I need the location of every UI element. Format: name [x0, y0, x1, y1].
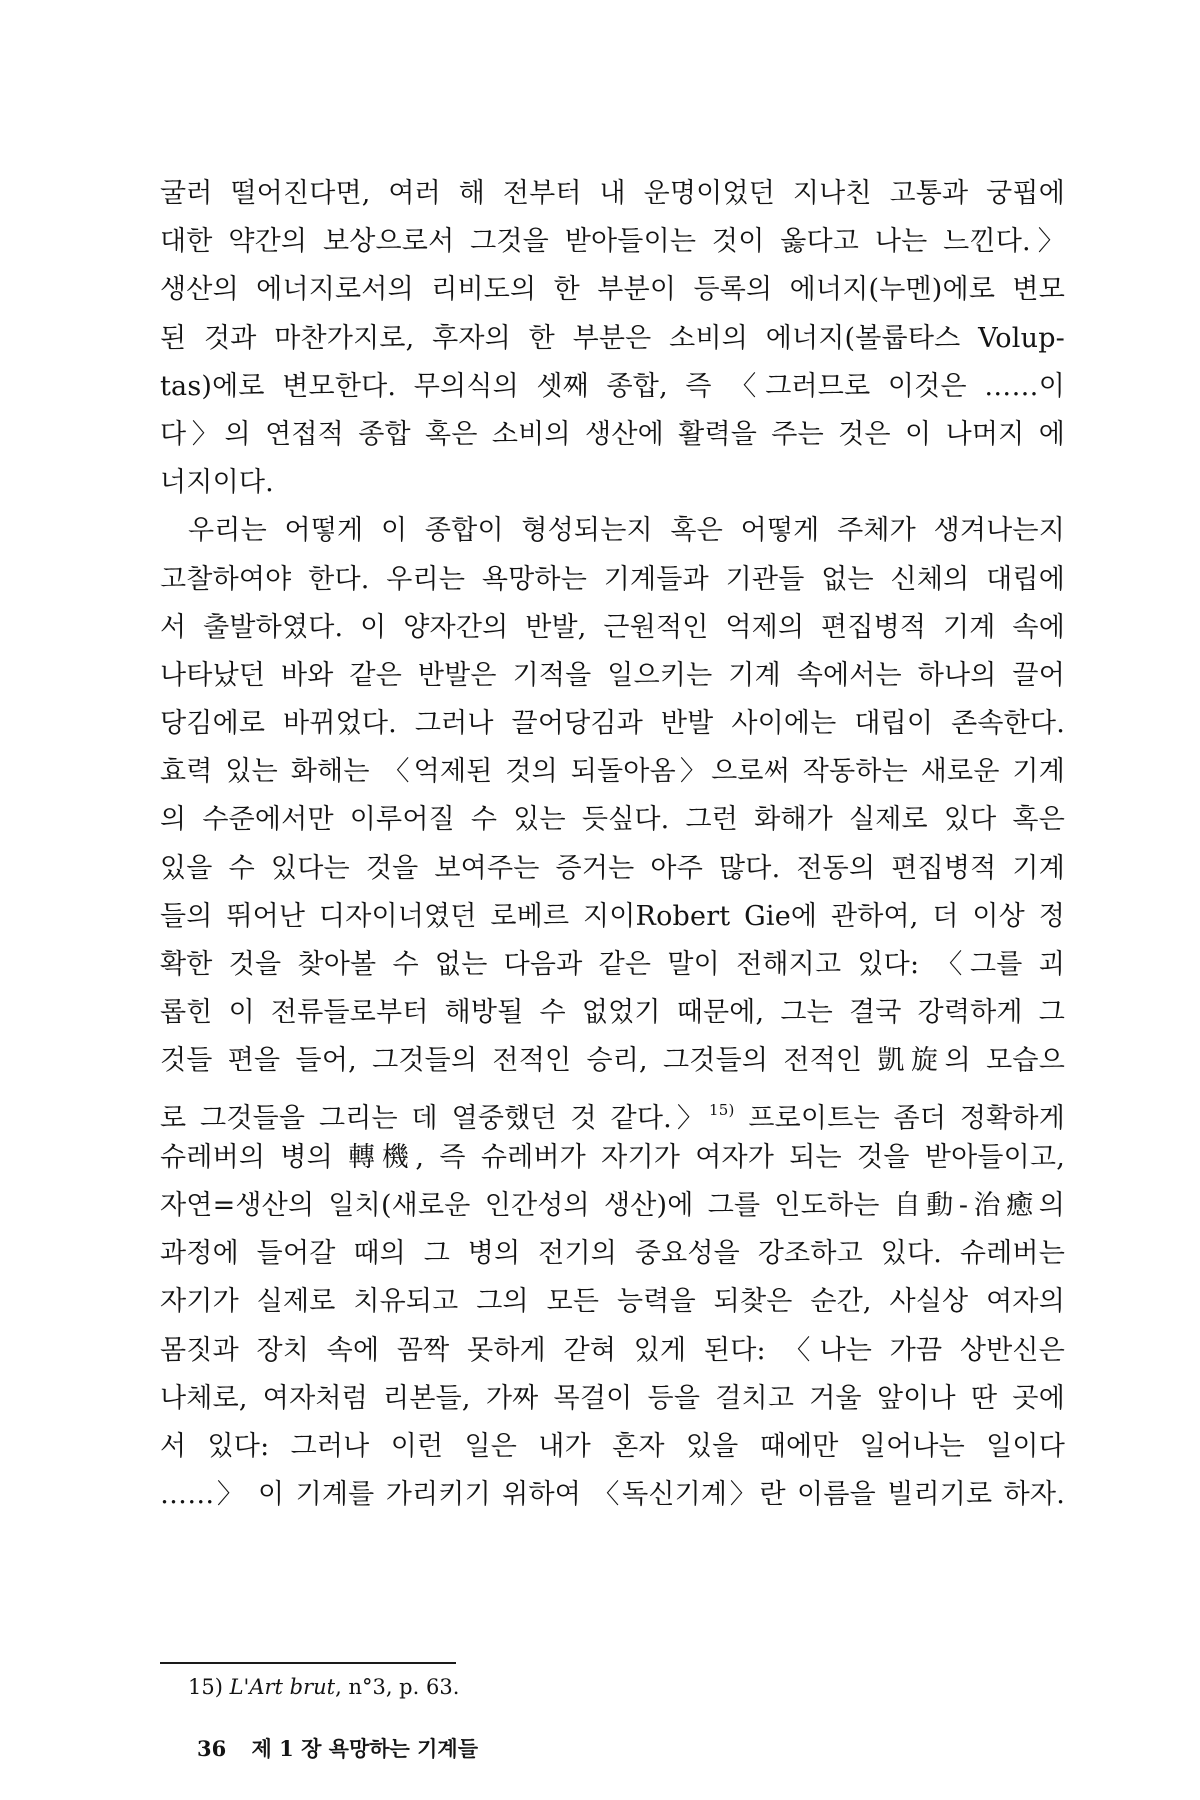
text-line: 과정에 들어갈 때의 그 병의 전기의 중요성을 강조하고 있다. 슈레버는 — [160, 1238, 1065, 1270]
text-line: 나체로, 여자처럼 리본들, 가짜 목걸이 등을 걸치고 거울 앞이나 딴 곳에 — [160, 1382, 1065, 1414]
footnote-reference: 15) — [709, 1100, 735, 1119]
footnote — [188, 1672, 459, 1702]
text-line: 서 출발하였다. 이 양자간의 반발, 근원적인 억제의 편집병적 기계 속에 — [160, 611, 1065, 643]
footnote-rule — [160, 1662, 456, 1664]
text-line: 된 것과 마찬가지로, 후자의 한 부분은 소비의 에너지(볼룹타스 Volup- — [160, 322, 1065, 354]
footnote-citation: , n°3, p. 63. — [335, 1675, 460, 1699]
line-text: 로 그것들을 그리는 데 열중했던 것 같다.〉 — [160, 1102, 710, 1134]
text-line: 자연=생산의 일치(새로운 인간성의 생산)에 그를 인도하는 自動-治癒의 — [160, 1189, 1065, 1221]
body-text — [160, 170, 1065, 1519]
text-line: 서 있다: 그러나 이런 일은 내가 혼자 있을 때에만 일어나는 일이다 — [160, 1430, 1065, 1462]
text-line: 다〉의 연접적 종합 혹은 소비의 생산에 활력을 주는 것은 이 나머지 에 — [160, 418, 1065, 450]
text-line: tas)에로 변모한다. 무의식의 셋째 종합, 즉 〈그러므로 이것은 ……이 — [160, 370, 1065, 402]
line-text-tail: 프로이트는 좀더 정확하게 — [734, 1102, 1065, 1134]
text-line: 것들 편을 들어, 그것들의 전적인 승리, 그것들의 전적인 凱旋의 모습으 — [160, 1045, 1065, 1077]
text-line: 의 수준에서만 이루어질 수 있는 듯싶다. 그런 화해가 실제로 있다 혹은 — [160, 804, 1065, 836]
running-chapter-title: 제 1 장 욕망하는 기계들 — [251, 1736, 478, 1761]
footnote-title: L'Art brut — [229, 1675, 336, 1699]
text-line-with-footnote — [160, 1086, 1065, 1134]
text-line: 너지이다. — [160, 467, 274, 499]
footnote-number: 15) — [188, 1675, 223, 1699]
paragraph-start-line: 우리는 어떻게 이 종합이 형성되는지 혹은 어떻게 주체가 생겨나는지 — [188, 515, 1065, 547]
text-line: 효력 있는 화해는 〈억제된 것의 되돌아옴〉으로써 작동하는 새로운 기계 — [160, 756, 1065, 788]
text-line: 자기가 실제로 치유되고 그의 모든 능력을 되찾은 순간, 사실상 여자의 — [160, 1286, 1065, 1318]
text-line: 롭힌 이 전류들로부터 해방될 수 없었기 때문에, 그는 결국 강력하게 그 — [160, 997, 1065, 1029]
text-line: 확한 것을 찾아볼 수 없는 다음과 같은 말이 전해지고 있다: 〈그를 괴 — [160, 949, 1065, 980]
text-line: 들의 뛰어난 디자이너였던 로베르 지이Robert Gie에 관하여, 더 이상 정 — [160, 900, 1065, 932]
text-line: ……〉 이 기계를 가리키기 위하여 〈독신기계〉란 이름을 빌리기로 하자. — [160, 1479, 1065, 1511]
text-line: 나타났던 바와 같은 반발은 기적을 일으키는 기계 속에서는 하나의 끌어 — [160, 659, 1065, 691]
page-footer — [197, 1734, 478, 1764]
text-line: 있을 수 있다는 것을 보여주는 증거는 아주 많다. 전동의 편집병적 기계 — [160, 852, 1065, 884]
text-line: 생산의 에너지로서의 리비도의 한 부분이 등록의 에너지(누멘)에로 변모 — [160, 274, 1065, 306]
text-line: 대한 약간의 보상으로서 그것을 받아들이는 것이 옳다고 나는 느낀다.〉 — [160, 226, 1065, 258]
text-line: 굴러 떨어진다면, 여러 해 전부터 내 운명이었던 지나친 고통과 궁핍에 — [160, 178, 1065, 209]
text-line: 몸짓과 장치 속에 꼼짝 못하게 갇혀 있게 된다: 〈나는 가끔 상반신은 — [160, 1334, 1065, 1366]
page-number: 36 — [197, 1736, 227, 1761]
text-line: 당김에로 바뀌었다. 그러나 끌어당김과 반발 사이에는 대립이 존속한다. — [160, 708, 1065, 740]
text-line: 슈레버의 병의 轉機, 즉 슈레버가 자기가 여자가 되는 것을 받아들이고, — [160, 1141, 1065, 1173]
text-line: 고찰하여야 한다. 우리는 욕망하는 기계들과 기관들 없는 신체의 대립에 — [160, 563, 1065, 595]
